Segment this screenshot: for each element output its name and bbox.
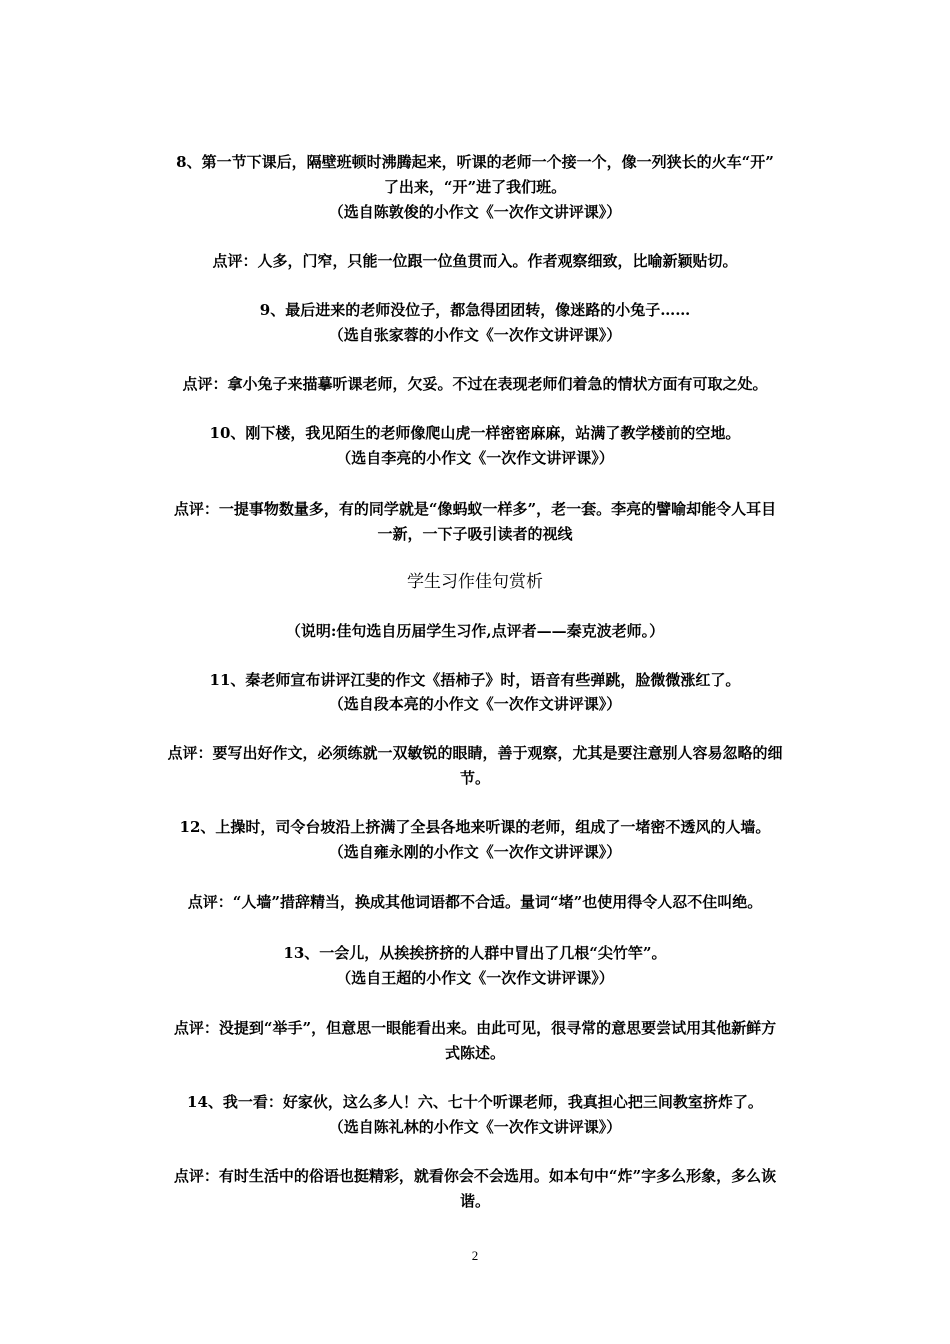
item-14-comment-cont: 谐。 [459, 1192, 490, 1210]
item-8-text: 8、第一节下课后，隔壁班顿时沸腾起来，听课的老师一个接一个，像一列狭长的火车“开” [176, 153, 774, 171]
item-14-text: 14、我一看：好家伙，这么多人！六、七十个听课老师，我真担心把三间教室挤炸了。 [187, 1093, 763, 1111]
item-10-source: （选自李亮的小作文《一次作文讲评课》） [336, 449, 614, 467]
item-9-text: 9、最后进来的老师没位子，都急得团团转，像迷路的小兔子…… [259, 301, 691, 319]
item-11-comment-cont: 节。 [459, 769, 490, 787]
item-14-comment: 点评：有时生活中的俗语也挺精彩，就看你会不会选用。如本句中“炸”字多么形象，多么诙 [173, 1167, 777, 1185]
item-11-comment: 点评：要写出好作文，必须练就一双敏锐的眼睛，善于观察，尤其是要注意别人容易忽略的细 [167, 744, 783, 762]
item-8-source: （选自陈敦俊的小作文《一次作文讲评课》） [328, 203, 622, 221]
item-12-source: （选自雍永刚的小作文《一次作文讲评课》） [328, 843, 622, 861]
item-10-comment-cont: 一新，一下子吸引读者的视线 [377, 525, 573, 543]
item-13-text: 13、一会儿，从挨挨挤挤的人群中冒出了几根“尖竹竿”。 [283, 944, 667, 962]
item-12-comment: 点评：“人墙”措辞精当，换成其他词语都不合适。量词“堵”也使用得令人忍不住叫绝。 [187, 893, 763, 911]
item-13-comment-cont: 式陈述。 [444, 1044, 505, 1062]
item-8-text-cont: 了出来，“开”进了我们班。 [383, 178, 567, 196]
item-10-comment: 点评：一提事物数量多，有的同学就是“像蚂蚁一样多”，老一套。李亮的譬喻却能令人耳目 [173, 500, 777, 518]
section-note: （说明:佳句选自历届学生习作,点评者——秦克波老师。） [285, 622, 665, 640]
item-14-source: （选自陈礼林的小作文《一次作文讲评课》） [328, 1118, 622, 1136]
item-12-text: 12、上操时，司令台坡沿上挤满了全县各地来听课的老师，组成了一堵密不透风的人墙。 [179, 818, 771, 836]
page-number: 2 [471, 1248, 479, 1263]
item-8-comment: 点评：人多，门窄，只能一位跟一位鱼贯而入。作者观察细致，比喻新颖贴切。 [212, 252, 738, 270]
item-9-source: （选自张家蓉的小作文《一次作文讲评课》） [328, 326, 622, 344]
item-9-comment: 点评：拿小兔子来描摹听课老师，欠妥。不过在表现老师们着急的情状方面有可取之处。 [182, 375, 768, 393]
section-heading: 学生习作佳句赏析 [407, 572, 543, 592]
item-11-source: （选自段本亮的小作文《一次作文讲评课》） [328, 695, 622, 713]
item-13-source: （选自王超的小作文《一次作文讲评课》） [336, 969, 614, 987]
item-13-comment: 点评：没提到“举手”，但意思一眼能看出来。由此可见，很寻常的意思要尝试用其他新鲜方 [173, 1019, 777, 1037]
item-11-text: 11、秦老师宣布讲评江斐的作文《捂柿子》时，语音有些弹跳，脸微微涨红了。 [209, 671, 741, 689]
item-10-text: 10、刚下楼，我见陌生的老师像爬山虎一样密密麻麻，站满了教学楼前的空地。 [209, 424, 741, 442]
